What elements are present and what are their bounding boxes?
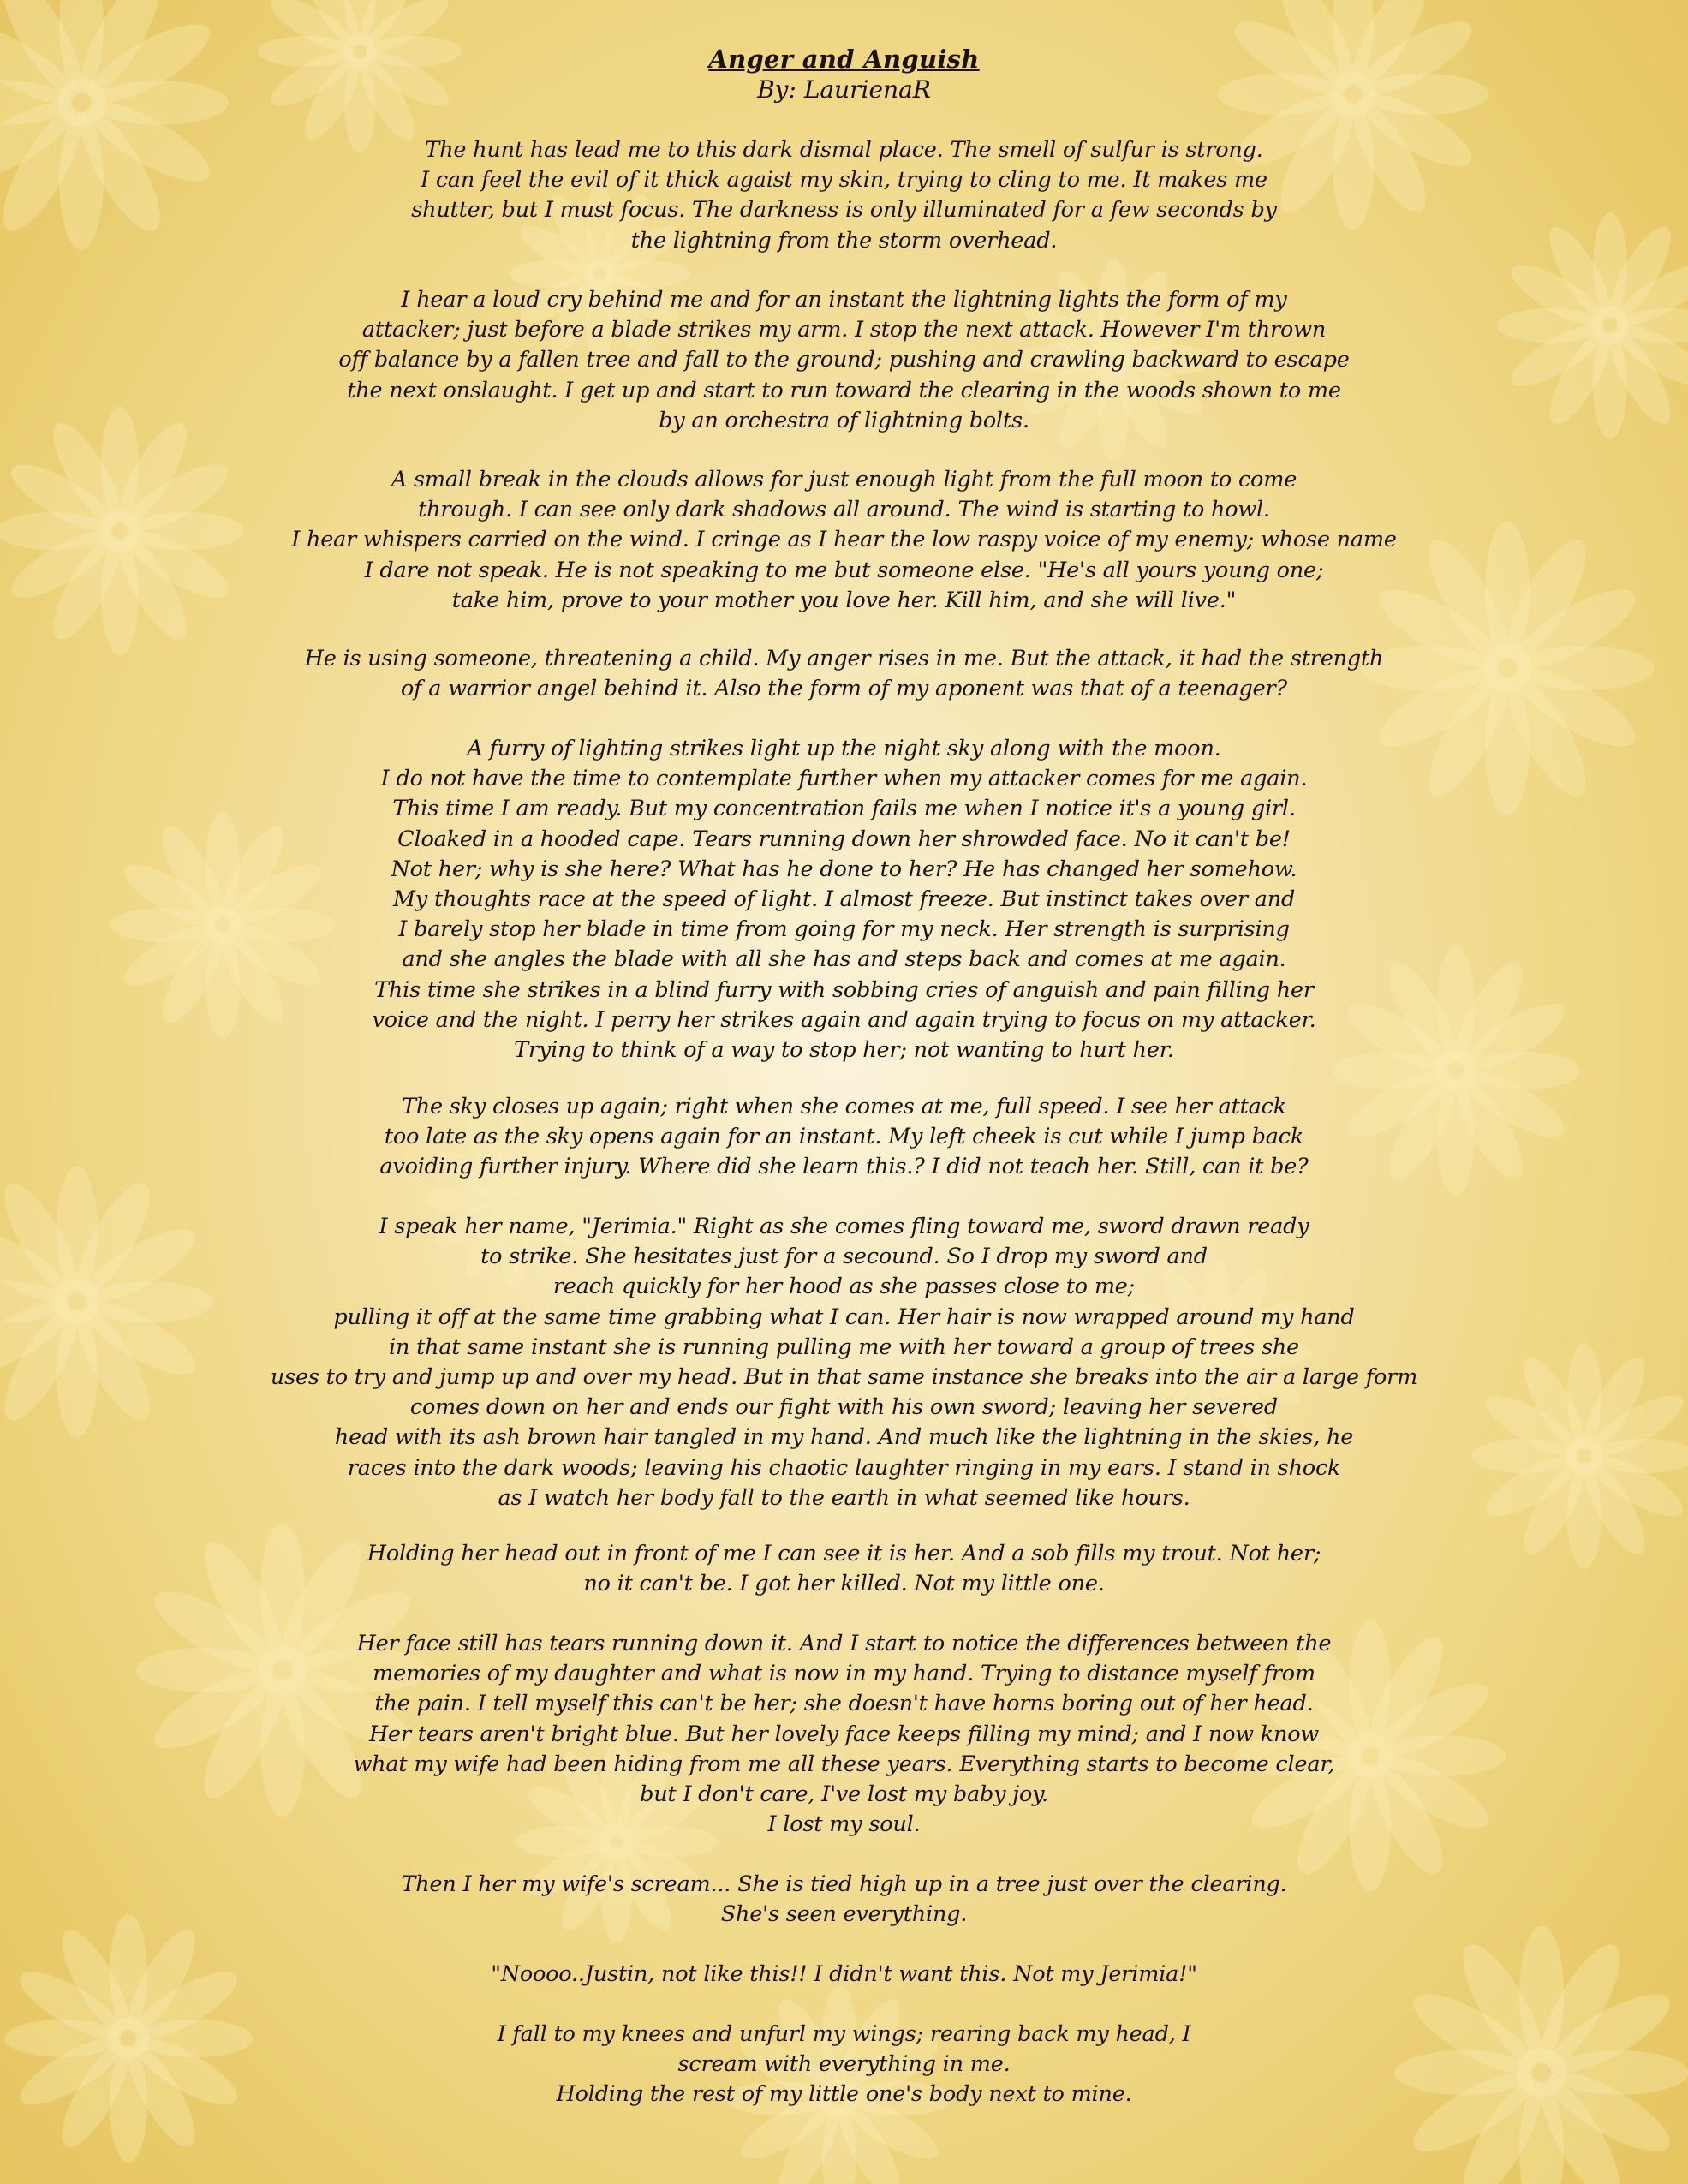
stanza-8 bbox=[34, 1539, 1654, 1599]
poem-line: the lightning from the storm overhead. bbox=[630, 227, 1058, 254]
poem-line: what my wife had been hiding from me all these years. Everything starts to become clear, bbox=[353, 1751, 1335, 1777]
poem-line: comes down on her and ends our fight with his own sword; leaving her severed bbox=[409, 1394, 1279, 1421]
poem-line: I speak her name, "Jerimia." Right as she comes fling toward me, sword drawn ready bbox=[379, 1214, 1309, 1239]
poem-line: as I watch her body fall to the earth in what seemed like hours. bbox=[498, 1484, 1190, 1511]
poem-line: A small break in the clouds allows for just enough light from the full moon to come bbox=[391, 467, 1297, 492]
poem-line: This time she strikes in a blind furry with sobbing cries of anguish and pain filling her bbox=[374, 976, 1314, 1003]
poem-line: I fall to my knees and unfurl my wings; rearing back my head, I bbox=[497, 2021, 1191, 2047]
stanza-1 bbox=[34, 135, 1654, 256]
stanza-4 bbox=[34, 644, 1654, 704]
poem-line: of a warrior angel behind it. Also the form of my aponent was that of a teenager? bbox=[401, 676, 1287, 702]
poem-line: Her face still has tears running down it. And I start to notice the differences between the bbox=[356, 1631, 1332, 1656]
poem-line: reach quickly for her hood as she passes close to me; bbox=[552, 1274, 1136, 1300]
poem-line: "Noooo..Justin, not like this!! I didn't want this. Not my Jerimia!" bbox=[491, 1961, 1197, 1987]
poem-line: She's seen everything. bbox=[720, 1901, 968, 1928]
poem-line: races into the dark woods; leaving his chaotic laughter ringing in my ears. I stand in shock bbox=[347, 1454, 1341, 1481]
poem-line: voice and the night. I perry her strikes again and again trying to focus on my attacker. bbox=[372, 1006, 1316, 1033]
poem-line: but I don't care, I've lost my baby joy. bbox=[640, 1781, 1048, 1808]
poem-byline: By: LaurienaR bbox=[757, 75, 931, 104]
poem-line: shutter, but I must focus. The darkness is only illuminated for a few seconds by bbox=[411, 197, 1277, 224]
stanza-9 bbox=[34, 1629, 1654, 1840]
poem-line: pulling it off at the same time grabbing what I can. Her hair is now wrapped around my hand bbox=[333, 1304, 1355, 1330]
poem-line: The sky closes up again; right when she comes at me, full speed. I see her attack bbox=[401, 1094, 1287, 1119]
poem-line: Not her; why is she here? What has he done to her? He has changed her somehow. bbox=[391, 856, 1297, 882]
poem-line: I lost my soul. bbox=[767, 1811, 921, 1838]
poem-line: I dare not speak. He is not speaking to me but someone else. "He's all yours young one; bbox=[364, 557, 1324, 583]
poem-line: My thoughts race at the speed of light. I almost freeze. But instinct takes over and bbox=[392, 886, 1296, 913]
poem-line: Holding the rest of my little one's body next to mine. bbox=[556, 2081, 1132, 2108]
poem-line: uses to try and jump up and over my head. But in that same instance she breaks into the air a large form bbox=[270, 1364, 1418, 1391]
poem-line: off balance by a fallen tree and fall to the ground; pushing and crawling backward to escape bbox=[338, 347, 1350, 373]
poem-line: Cloaked in a hooded cape. Tears running down her shrowded face. No it can't be! bbox=[397, 826, 1291, 852]
stanza-2 bbox=[34, 285, 1654, 436]
poem-line: head with its ash brown hair tangled in my hand. And much like the lightning in the skies, he bbox=[334, 1424, 1354, 1451]
poem-line: avoiding further injury. Where did she learn this.? I did not teach her. Still, can it be? bbox=[379, 1154, 1309, 1180]
poem-line: the next onslaught. I get up and start to run toward the clearing in the woods shown to me bbox=[347, 377, 1341, 403]
stanza-5 bbox=[34, 734, 1654, 1065]
poem-line: I can feel the evil of it thick agaist my skin, trying to cling to me. It makes me bbox=[421, 167, 1267, 194]
poem-line: I barely stop her blade in time from going for my neck. Her strength is surprising bbox=[398, 916, 1290, 943]
poem-line: I do not have the time to contemplate further when my attacker comes for me again. bbox=[380, 766, 1308, 792]
poem-line: He is using someone, threatening a child. My anger rises in me. But the attack, it had the strength bbox=[304, 646, 1384, 671]
poem-line: A furry of lighting strikes light up the night sky along with the moon. bbox=[467, 736, 1221, 761]
poem-line: scream with everything in me. bbox=[677, 2051, 1011, 2078]
poem-line: through. I can see only dark shadows all around. The wind is starting to howl. bbox=[418, 497, 1270, 523]
poem-line: The hunt has lead me to this dark dismal place. The smell of sulfur is strong. bbox=[425, 137, 1263, 163]
poem-line: too late as the sky opens again for an instant. My left cheek is cut while I jump back bbox=[384, 1124, 1304, 1150]
poem-line: take him, prove to your mother you love her. Kill him, and she will live." bbox=[451, 587, 1237, 613]
poem-title: Anger and Anguish bbox=[708, 45, 980, 74]
poem-line: by an orchestra of lightning bolts. bbox=[659, 407, 1029, 433]
stanza-7 bbox=[34, 1212, 1654, 1513]
poem-line: to strike. She hesitates just for a secound. So I drop my sword and bbox=[480, 1244, 1208, 1270]
poem-line: Trying to think of a way to stop her; not wanting to hurt her. bbox=[514, 1037, 1174, 1064]
stanza-12 bbox=[34, 2020, 1654, 2110]
poem-line: the pain. I tell myself this can't be her; she doesn't have horns boring out of her head. bbox=[374, 1691, 1314, 1717]
stanza-3 bbox=[34, 465, 1654, 616]
poem-line: in that same instant she is running pulling me with her toward a group of trees she bbox=[389, 1334, 1299, 1360]
poem-line: This time I am ready. But my concentration fails me when I notice it's a young girl. bbox=[392, 796, 1296, 822]
poem-line: I hear whispers carried on the wind. I cringe as I hear the low raspy voice of my enemy; whose name bbox=[291, 527, 1397, 553]
poem-line: Then I her my wife's scream... She is tied high up in a tree just over the clearing. bbox=[401, 1871, 1287, 1897]
poem-line: memories of my daughter and what is now in my hand. Trying to distance myself from bbox=[373, 1661, 1315, 1687]
poem-line: attacker; just before a blade strikes my arm. I stop the next attack. However I'm thrown bbox=[361, 317, 1327, 343]
poem-line: I hear a loud cry behind me and for an instant the lightning lights the form of my bbox=[401, 287, 1287, 313]
poem-line: Holding her head out in front of me I can see it is her. And a sob fills my trout. Not her; bbox=[367, 1541, 1321, 1566]
stanza-10 bbox=[34, 1870, 1654, 1930]
poem-line: Her tears aren't bright blue. But her lovely face keeps filling my mind; and I now know bbox=[368, 1721, 1320, 1747]
poem-line: no it can't be. I got her killed. Not my little one. bbox=[583, 1571, 1105, 1597]
stanza-6 bbox=[34, 1092, 1654, 1183]
stanza-11 bbox=[34, 1960, 1654, 1990]
poem-line: and she angles the blade with all she has and steps back and comes at me again. bbox=[402, 946, 1286, 973]
